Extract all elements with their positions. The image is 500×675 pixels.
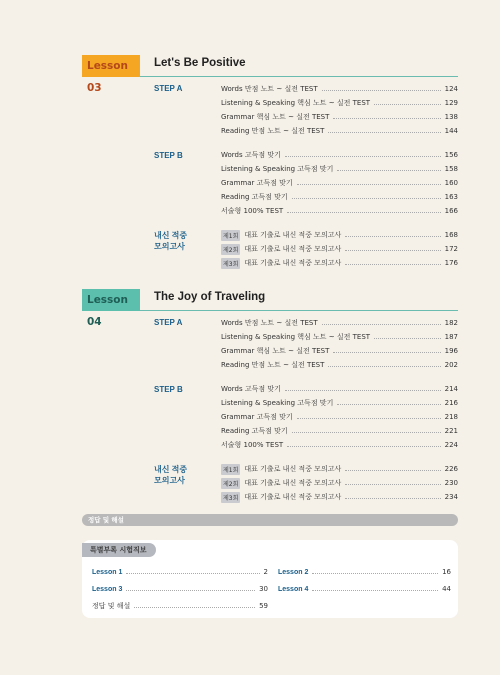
step-a-label: STEP A (154, 84, 183, 93)
entry-page: 196 (444, 347, 458, 355)
dot-leader (322, 90, 441, 91)
dot-leader (297, 418, 441, 419)
entry-page: 144 (444, 127, 458, 135)
entry-title: Words 만점 노트 ~ 실전 TEST (221, 319, 318, 327)
entry-title: 대표 기출로 내신 적중 모의고사 (244, 493, 342, 501)
entry-title: Lesson 3 (92, 585, 123, 593)
lesson-tag: Lesson 03 (82, 55, 140, 77)
entry-page: 158 (444, 165, 458, 173)
lesson-03-section (82, 55, 458, 268)
appendix-entry[interactable] (278, 583, 451, 595)
entry-page: 163 (444, 193, 458, 201)
entry-title: Reading 고득점 맞기 (221, 193, 288, 201)
entry-title: Grammar 고득점 맞기 (221, 413, 293, 421)
entry-title: Listening & Speaking 고득점 맞기 (221, 165, 334, 173)
dot-leader (333, 118, 440, 119)
dot-leader (328, 132, 440, 133)
entry-page: 124 (444, 85, 458, 93)
toc-entry[interactable] (221, 97, 458, 109)
toc-entry[interactable] (221, 191, 458, 203)
entry-title: Listening & Speaking 핵심 노트 ~ 실전 TEST (221, 333, 371, 341)
lesson-title: Let's Be Positive (154, 57, 246, 69)
toc-entry[interactable] (221, 83, 458, 95)
dot-leader (337, 404, 440, 405)
step-a-label: STEP A (154, 318, 183, 327)
mock-exam-label (154, 230, 187, 252)
entry-title: 대표 기출로 내신 적중 모의고사 (244, 479, 342, 487)
entry-title: Lesson 1 (92, 568, 123, 576)
toc-entry[interactable] (221, 257, 458, 269)
entry-page: 182 (444, 319, 458, 327)
entry-page: 187 (444, 333, 458, 341)
toc-entry[interactable] (221, 477, 458, 489)
appendix-box (82, 540, 458, 618)
entry-page: 166 (444, 207, 458, 215)
dot-leader (345, 498, 440, 499)
toc-entry[interactable] (221, 397, 458, 409)
dot-leader (345, 470, 440, 471)
entry-title: Reading 만점 노트 ~ 실전 TEST (221, 127, 325, 135)
entry-title: Grammar 핵심 노트 ~ 실전 TEST (221, 113, 330, 121)
entry-title: Lesson 2 (278, 568, 309, 576)
toc-entry[interactable] (221, 177, 458, 189)
round-badge: 제3회 (221, 492, 240, 503)
dot-leader (134, 607, 255, 608)
entry-page: 129 (444, 99, 458, 107)
entry-title: 서술형 100% TEST (221, 207, 284, 215)
step-b-label: STEP B (154, 151, 183, 160)
toc-entry[interactable] (221, 383, 458, 395)
dot-leader (297, 184, 441, 185)
entry-page: 224 (444, 441, 458, 449)
dot-leader (374, 104, 441, 105)
entry-title: Lesson 4 (278, 585, 309, 593)
entry-title: Words 고득점 맞기 (221, 151, 281, 159)
dot-leader (287, 212, 440, 213)
entry-page: 44 (442, 585, 451, 593)
dot-leader (312, 573, 438, 574)
dot-leader (287, 446, 440, 447)
toc-entry[interactable] (221, 243, 458, 255)
toc-entry[interactable] (221, 359, 458, 371)
dot-leader (285, 156, 441, 157)
entry-title: Words 만점 노트 ~ 실전 TEST (221, 85, 318, 93)
dot-leader (333, 352, 440, 353)
entry-page: 2 (263, 568, 268, 576)
entry-page: 176 (444, 259, 458, 267)
toc-entry[interactable] (221, 345, 458, 357)
toc-entry[interactable] (221, 411, 458, 423)
toc-entry[interactable] (221, 425, 458, 437)
entry-title: Reading 만점 노트 ~ 실전 TEST (221, 361, 325, 369)
lesson-title: The Joy of Traveling (154, 291, 266, 303)
toc-entry[interactable] (221, 163, 458, 175)
round-badge: 제3회 (221, 258, 240, 269)
toc-entry[interactable] (221, 229, 458, 241)
dot-leader (312, 590, 438, 591)
round-badge: 제1회 (221, 464, 240, 475)
toc-entry[interactable] (221, 205, 458, 217)
appendix-entry[interactable] (92, 583, 268, 595)
dot-leader (126, 590, 255, 591)
entry-page: 226 (444, 465, 458, 473)
entry-page: 218 (444, 413, 458, 421)
appendix-tag: 특별부록 시험직보 (82, 543, 156, 557)
entry-page: 202 (444, 361, 458, 369)
entry-title: Words 고득점 맞기 (221, 385, 281, 393)
entry-title: 대표 기출로 내신 적중 모의고사 (244, 245, 342, 253)
round-badge: 제2회 (221, 478, 240, 489)
entry-title: Grammar 핵심 노트 ~ 실전 TEST (221, 347, 330, 355)
mock-exam-label-line1: 내신 적중 (154, 231, 188, 240)
entry-title: 대표 기출로 내신 적중 모의고사 (244, 259, 342, 267)
entry-title: Grammar 고득점 맞기 (221, 179, 293, 187)
toc-entry[interactable] (221, 331, 458, 343)
dot-leader (345, 264, 440, 265)
appendix-entry[interactable] (92, 566, 268, 578)
lesson-04-section (82, 289, 458, 502)
entry-page: 168 (444, 231, 458, 239)
toc-entry[interactable] (221, 491, 458, 503)
entry-page: 221 (444, 427, 458, 435)
toc-entry[interactable] (221, 149, 458, 161)
toc-entry[interactable] (221, 317, 458, 329)
entry-page: 30 (259, 585, 268, 593)
dot-leader (337, 170, 440, 171)
toc-entry[interactable] (221, 439, 458, 451)
dot-leader (285, 390, 441, 391)
entry-page: 230 (444, 479, 458, 487)
entry-page: 16 (442, 568, 451, 576)
dot-leader (292, 198, 441, 199)
entry-page: 138 (444, 113, 458, 121)
entry-page: 214 (444, 385, 458, 393)
toc-entry[interactable] (221, 463, 458, 475)
appendix-entry[interactable] (92, 600, 268, 612)
entry-title: Listening & Speaking 고득점 맞기 (221, 399, 334, 407)
entry-title: 정답 및 해설 (92, 602, 131, 610)
toc-entry[interactable] (221, 111, 458, 123)
answer-section-label: 정답 및 해설 (88, 516, 124, 524)
dot-leader (374, 338, 441, 339)
entry-page: 160 (444, 179, 458, 187)
dot-leader (345, 250, 440, 251)
entry-title: Reading 고득점 맞기 (221, 427, 288, 435)
entry-page: 172 (444, 245, 458, 253)
round-badge: 제1회 (221, 230, 240, 241)
entry-page: 59 (259, 602, 268, 610)
mock-exam-label-line2: 모의고사 (154, 242, 185, 251)
mock-exam-label (154, 464, 187, 486)
entry-page: 156 (444, 151, 458, 159)
entry-page: 234 (444, 493, 458, 501)
lesson-tag: Lesson 04 (82, 289, 140, 311)
entry-title: 대표 기출로 내신 적중 모의고사 (244, 465, 342, 473)
dot-leader (126, 573, 259, 574)
dot-leader (345, 236, 440, 237)
appendix-entry[interactable] (278, 566, 451, 578)
entry-page: 216 (444, 399, 458, 407)
entry-title: 서술형 100% TEST (221, 441, 284, 449)
mock-exam-label-line2: 모의고사 (154, 476, 185, 485)
entry-title: Listening & Speaking 핵심 노트 ~ 실전 TEST (221, 99, 371, 107)
round-badge: 제2회 (221, 244, 240, 255)
dot-leader (292, 432, 441, 433)
step-b-label: STEP B (154, 385, 183, 394)
dot-leader (328, 366, 440, 367)
dot-leader (322, 324, 441, 325)
answer-section-bar[interactable] (82, 514, 458, 526)
dot-leader (345, 484, 440, 485)
mock-exam-label-line1: 내신 적중 (154, 465, 188, 474)
toc-entry[interactable] (221, 125, 458, 137)
entry-title: 대표 기출로 내신 적중 모의고사 (244, 231, 342, 239)
